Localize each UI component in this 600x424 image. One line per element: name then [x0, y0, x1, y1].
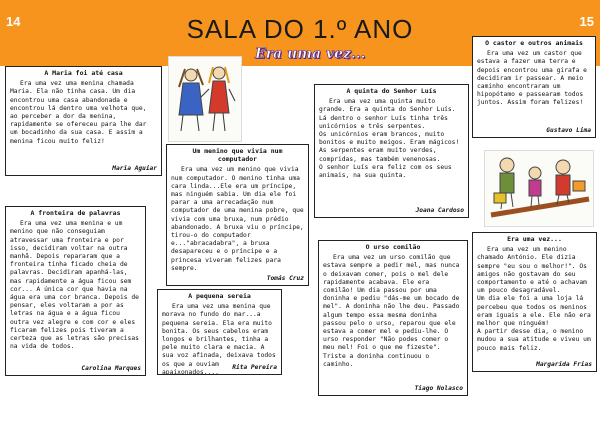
story-fronteira — [5, 206, 146, 376]
story-text: Era uma vez um urso comilão que estava sempre a pedir mel, mas nunca o deixavam comer, pois o mel dele rapidamente acabava. Ele era comilão! Um dia passou por uma doninha e pediu "dás-me um bocado de mel". A doninha não lhe deu. Passado algum tempo essa mesma doninha passou pelo o urso, reparou que ele estava a comer mel e pediu-lhe. O urso responder "Não podes comer o meu mel! Foi o que me fizeste". Triste a doninha continuou o caminho. — [323, 254, 460, 368]
story-title: A fronteira de palavras — [30, 209, 121, 217]
page-subtitle: Era uma vez... — [255, 46, 366, 62]
story-title: A quinta do Senhor Luís — [346, 87, 437, 95]
child-drawing-two-figures-icon — [169, 57, 241, 141]
story-author: Rita Pereira — [232, 363, 277, 371]
story-title: O castor e outros animais — [485, 39, 583, 47]
page-title: SALA DO 1.º ANO — [186, 14, 414, 44]
story-author: Joana Cardoso — [415, 206, 464, 214]
story-computador — [166, 144, 309, 286]
child-drawing-right — [484, 150, 594, 227]
story-author: Tiago Nolasco — [414, 384, 463, 392]
page-number-left: 14 — [6, 14, 21, 29]
story-text: Era uma vez uma menina chamada Maria. Ela não tinha casa. Um dia encontrou uma casa abandonada e encontrou lá dentro uma velhota que, ao perceber a dor da menina, rapidamente se ofereceu para lhe dar um bocadinho da sua casa. E assim a menina ficou muito feliz! — [10, 80, 147, 145]
story-text: Era uma vez um menino que vivia num computador. O menino tinha uma cara linda...Ele era um príncipe, mas ninguém sabia. Um dia ele foi parar a uma arrecadação num computador de uma menina pobre, que vivia com uma bruxa, num prédio abandonado. A bruxa viu o príncipe, tirou-o do computador e..."abracadabra", a bruxa desapareceu e o príncipe e a princesa viveram felizes para sempre. — [171, 166, 304, 272]
story-author: Carolina Marques — [81, 364, 141, 372]
story-title: A Maria foi até casa — [44, 69, 123, 77]
story-castor — [472, 36, 596, 138]
story-text: Era uma vez um menino chamado António. Ele dizia sempre "eu sou o melhor!". Os amigos não gostavam do seu comportamento e até o achavam um pouco desagradável. Um dia ele foi a uma loja lá percebeu que todos os meninos eram iguais a ele. Ele não era melhor que ninguém! A partir desse dia, o menino mudou a sua atitude e viveu um pouco mais feliz. — [477, 246, 591, 352]
story-eravez — [472, 232, 597, 372]
story-maria — [5, 66, 162, 176]
story-title: Era uma vez... — [507, 235, 562, 243]
page-number-right: 15 — [579, 14, 594, 29]
story-author: Tomás Cruz — [266, 274, 304, 282]
story-title: Um menino que vivia num computador — [192, 147, 283, 164]
child-drawing-family-scene-icon — [485, 151, 593, 226]
story-urso — [318, 240, 468, 396]
story-author: Gustavo Lima — [546, 126, 591, 134]
story-author: Margarida Frias — [536, 360, 592, 368]
story-text: Era uma vez um castor que estava a fazer uma terra e depois encontrou uma girafa e decidiram ir passear. A meio caminho encontraram um hipopótamo e passearam todos juntos. Assim foram felizes! — [477, 50, 587, 107]
story-text: Era uma vez uma menina e um menino que não conseguiam atravessar uma fronteira e por isso, decidiram voltar na outra manhã. Depois repararam que a fronteira tinha ficado cheia de palavras. Decidiram apanhá-las, mas rapidamente a água ficou sem cor... A única cor que havia na água era uma cor branca. Depois de pensar, eles voltaram a por as letras na água e a água ficou outra vez alegre e com cor e eles ficaram felizes pois tiveram a certeza que as letras são precisas na vida de todos. — [10, 220, 139, 351]
story-text: Era uma vez uma quinta muito grande. Era a quinta do Senhor Luís. Lá dentro o senhor Luís tinha três unicórnios e três serpentes. Os unicórnios eram brancos, muito bonitos e muito meigos. Eram mágicos! As serpentes eram muito verdes, compridas, mas também venenosas. O senhor Luís era feliz com os seus animais, na sua quinta. — [319, 98, 460, 180]
story-title: O urso comilão — [365, 243, 421, 251]
story-title: A pequena sereia — [188, 292, 251, 300]
story-quinta — [314, 84, 469, 218]
story-sereia — [157, 289, 282, 375]
story-text: Era uma vez uma menina que morava no fundo do mar...a pequena sereia. Ela era muito bonita. Os seus cabelos eram longos e brilhantes, tinha a pele muito clara e macia. A sua voz afinada, deixava todos os que a ouviam apaixonados.... — [162, 303, 276, 375]
child-drawing-left — [168, 56, 242, 142]
story-author: Maria Aguiar — [112, 164, 157, 172]
